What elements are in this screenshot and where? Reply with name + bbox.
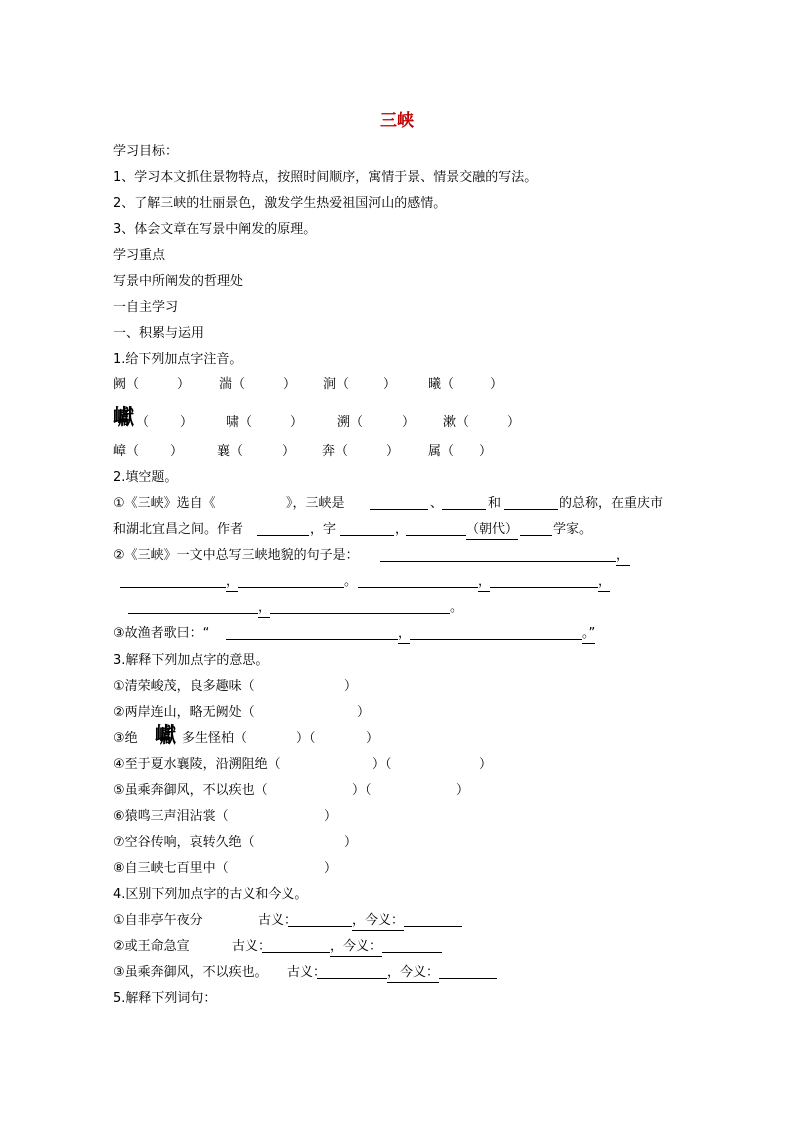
pinyin-char: 溯（ [337, 415, 364, 430]
pinyin-blank-close: ） [490, 377, 504, 392]
q3-text: ④至于夏水襄陵，沿溯阻绝（ [113, 757, 281, 772]
q2-text: （朝代） [466, 521, 518, 540]
answer-blank[interactable] [410, 625, 582, 640]
answer-blank[interactable] [504, 495, 558, 510]
pinyin-char: 襄（ [217, 444, 244, 459]
q4-text: 古义： [232, 939, 272, 954]
q2-text: 。” [582, 625, 595, 644]
q2-text: 、 [430, 496, 444, 511]
pinyin-char: 嶂（ [113, 444, 140, 459]
pinyin-blank-close: ） [386, 444, 400, 459]
pinyin-blank-open: （ [136, 415, 150, 430]
pinyin-char-large: 巘 [113, 405, 134, 429]
answer-blank[interactable] [317, 964, 387, 979]
q4-text: ，今义： [387, 964, 439, 983]
q4-text: ③虽乘奔御风，不以疾也。 [113, 965, 268, 980]
answer-blank[interactable] [490, 573, 598, 588]
q3-text: ） [344, 835, 358, 850]
q2-heading: 2.填空题。 [113, 470, 178, 485]
q3-text: ） [324, 861, 338, 876]
q3-text: ①清荣峻茂，良多趣味（ [113, 679, 255, 694]
answer-blank[interactable] [288, 912, 352, 927]
answer-blank[interactable] [340, 521, 394, 536]
answer-blank[interactable] [226, 625, 398, 640]
q3-text: ⑦空谷传响，哀转久绝（ [113, 835, 255, 850]
pinyin-char: 漱（ [443, 415, 470, 430]
q2-text: ②《三峡》一文中总写三峡地貌的句子是： [113, 548, 359, 563]
pinyin-char: 啸（ [226, 415, 253, 430]
pinyin-char: 湍（ [219, 377, 246, 392]
pinyin-char: 曦（ [428, 377, 455, 392]
q1-heading: 1.给下列加点字注音。 [113, 352, 243, 367]
q3-text: ）（ [352, 783, 372, 798]
q2-text: ， [598, 573, 610, 592]
goal-3: 3、体会文章在写景中阐发的原理。 [113, 222, 317, 237]
q2-text: 。 [344, 574, 358, 589]
q2-text: ， [478, 573, 490, 592]
pinyin-blank-close: ） [383, 377, 397, 392]
q2-text: 和 [488, 496, 502, 511]
focus-heading: 学习重点 [113, 248, 166, 263]
q3-text: ） [479, 757, 493, 772]
answer-blank[interactable] [370, 495, 428, 510]
goals-heading: 学习目标： [113, 144, 179, 159]
pinyin-blank-close: ） [282, 444, 296, 459]
answer-blank[interactable] [238, 573, 344, 588]
q4-text: ，今义： [330, 938, 382, 957]
pinyin-char: 涧（ [323, 377, 350, 392]
q4-text: ②或王命急宣 [113, 939, 190, 954]
q3-text: ⑤虽乘奔御风，不以疾也（ [113, 783, 268, 798]
pinyin-char: 奔（ [322, 444, 349, 459]
pinyin-blank-close: ） [479, 444, 493, 459]
answer-blank[interactable] [120, 573, 226, 588]
goal-2: 2、了解三峡的壮丽景色，激发学生热爱祖国河山的感情。 [113, 196, 447, 211]
answer-blank[interactable] [442, 495, 486, 510]
q5-heading: 5.解释下列词句： [113, 991, 217, 1006]
q2-text: ， [395, 522, 409, 537]
pinyin-blank-close: ） [507, 415, 521, 430]
q2-text: ，字 [310, 522, 337, 537]
q2-text: 和湖北宜昌之间。作者 [113, 522, 244, 537]
q3-text: ⑧自三峡七百里中（ [113, 861, 229, 876]
answer-blank[interactable] [262, 938, 330, 953]
pinyin-blank-close: ） [177, 377, 191, 392]
part-one-heading: 一、积累与运用 [113, 326, 205, 341]
answer-blank[interactable] [380, 547, 616, 562]
q3-large-char: 巘 [155, 723, 176, 747]
q4-text: 古义： [258, 913, 298, 928]
q2-text: ①《三峡》选自《 [113, 496, 216, 511]
q4-heading: 4.区别下列加点字的古义和今义。 [113, 887, 308, 902]
pinyin-blank-close: ） [290, 415, 304, 430]
q3-text: ） [344, 679, 358, 694]
section-one-heading: 一自主学习 [113, 300, 179, 315]
q2-text: ③故渔者歌曰：“ [113, 626, 210, 641]
q3-text: ）（ [372, 757, 392, 772]
q3-text: ⑥猿鸣三声泪沾裳（ [113, 809, 229, 824]
q2-text: 。 [450, 600, 464, 615]
answer-blank[interactable] [358, 573, 478, 588]
q3-text: 多生怪柏（ [182, 731, 248, 746]
q3-text: ） [366, 731, 380, 746]
q3-text: ） [324, 809, 338, 824]
pinyin-blank-close: ） [180, 415, 194, 430]
answer-blank[interactable] [257, 521, 309, 536]
goal-1: 1、学习本文抓住景物特点，按照时间顺序，寓情于景、情景交融的写法。 [113, 170, 538, 185]
q2-text: 的总称，在重庆市 [559, 496, 664, 511]
q2-text: 学家。 [553, 522, 593, 537]
answer-blank[interactable] [382, 938, 442, 953]
pinyin-blank-close: ） [283, 377, 297, 392]
focus-text: 写景中所阐发的哲理处 [113, 274, 244, 289]
q3-text: ③绝 [113, 731, 138, 746]
pinyin-char: 属（ [428, 444, 455, 459]
pinyin-blank-close: ） [402, 415, 416, 430]
answer-blank[interactable] [439, 964, 497, 979]
q2-text: ， [226, 573, 238, 592]
answer-blank[interactable] [128, 599, 258, 614]
pinyin-blank-close: ） [170, 444, 184, 459]
answer-blank[interactable] [406, 521, 466, 536]
q2-text: ， [258, 599, 270, 618]
answer-blank[interactable] [520, 521, 552, 536]
pinyin-char: 阙（ [113, 377, 140, 392]
document-title: 三峡 [380, 111, 414, 131]
q3-text: ）（ [296, 731, 316, 746]
q3-text: ） [456, 783, 470, 798]
answer-blank[interactable] [404, 912, 462, 927]
q2-text: ， [398, 625, 410, 644]
q4-text: 古义： [287, 965, 327, 980]
answer-blank[interactable] [270, 599, 450, 614]
q4-text: ①自非亭午夜分 [113, 913, 203, 928]
q2-text: ， [616, 547, 630, 566]
q4-text: ，今义： [352, 912, 404, 931]
q3-text: ②两岸连山，略无阙处（ [113, 705, 255, 720]
q3-heading: 3.解释下列加点字的意思。 [113, 653, 269, 668]
q2-text: 》，三峡是 [286, 496, 345, 511]
q3-text: ） [357, 705, 371, 720]
